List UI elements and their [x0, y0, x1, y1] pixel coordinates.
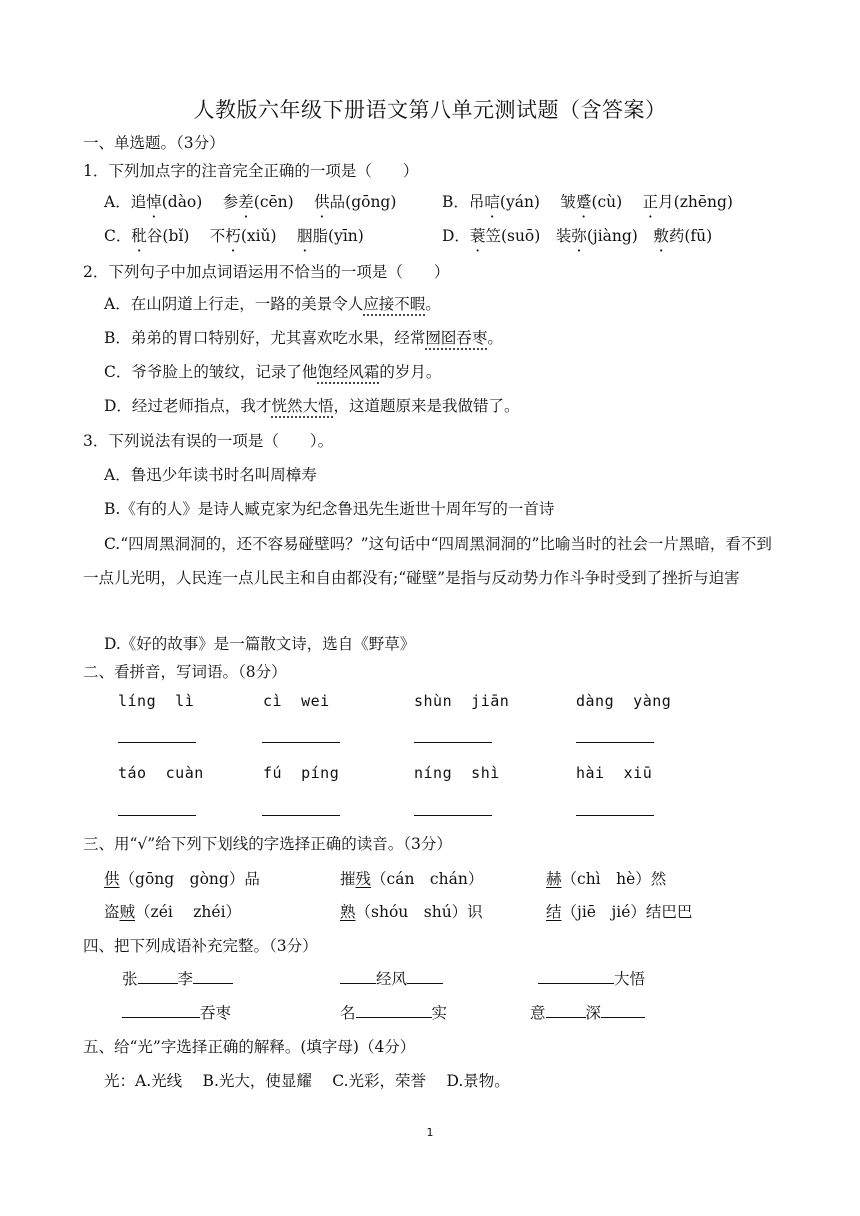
answer-blank[interactable]: [262, 742, 340, 743]
idiom-blank[interactable]: [407, 969, 443, 984]
idiom-blank[interactable]: [122, 1003, 200, 1018]
page-title: 人教版六年级下册语文第八单元测试题（含答案）: [193, 98, 667, 122]
reading-item-2: 摧残（cán chán）: [340, 870, 484, 888]
answer-blank[interactable]: [118, 815, 196, 816]
answer-blank[interactable]: [414, 815, 492, 816]
q1-stem: 1．下列加点字的注音完全正确的一项是（ ）: [83, 162, 419, 180]
pinyin-5: táo cuàn: [118, 764, 204, 782]
idiom-blank[interactable]: [193, 969, 233, 984]
idiom-5: 名 实: [340, 1004, 448, 1022]
q1-option-a: A．追悼(dào) 参差(cēn) 供品(gōng): [104, 193, 397, 211]
q1-option-b: B．吊唁(yán) 皱蹙(cù) 正月(zhēng): [442, 193, 733, 211]
reading-item-5: 熟（shóu shú）识: [340, 903, 483, 921]
section-4-heading: 四、把下列成语补充完整。（3分）: [83, 937, 318, 955]
q2-option-c: C．爷爷脸上的皱纹，记录了他饱经风霜的岁月。: [104, 363, 442, 381]
idiom-4: 吞枣: [122, 1002, 231, 1024]
answer-blank[interactable]: [576, 815, 654, 816]
idiom-blank[interactable]: [538, 969, 614, 984]
q3-stem: 3．下列说法有误的一项是（ ）。: [83, 432, 334, 450]
q3-option-c: C.“四周黑洞洞的，还不容易碰壁吗？”这句话中“四周黑洞洞的”比喻当时的社会一片黑暗，看不到一点儿光明，人民连一点儿民主和自由都没有;“碰壁”是指与反动势力作斗争时受到了挫折与迫害: [83, 535, 772, 587]
idiom-blank[interactable]: [340, 969, 376, 984]
idiom-2: 经风: [340, 968, 443, 990]
reading-item-1: 供（gōng gòng）品: [104, 870, 260, 888]
q2-option-d: D．经过老师指点，我才恍然大悟，这道题原来是我做错了。: [104, 397, 520, 415]
pinyin-7: níng shì: [414, 764, 500, 782]
idiom-blank[interactable]: [601, 1003, 645, 1018]
q3-option-a: A．鲁迅少年读书时名叫周樟寿: [104, 466, 317, 484]
q2-option-b: B．弟弟的胃口特别好，尤其喜欢吃水果，经常囫囵吞枣。: [104, 329, 503, 347]
q1-option-d: D．蓑笠(suō) 装弥(jiàng) 敷药(fū): [442, 227, 713, 245]
page-number: 1: [426, 1126, 434, 1139]
pinyin-1: líng lì: [118, 692, 195, 710]
q1-option-c: C．秕谷(bǐ) 不朽(xiǔ) 胭脂(yīn): [104, 227, 364, 245]
answer-blank[interactable]: [262, 815, 340, 816]
pinyin-2: cì wei: [263, 692, 330, 710]
answer-blank[interactable]: [414, 742, 492, 743]
reading-item-6: 结（jiē jié）结巴巴: [546, 903, 693, 921]
idiom-1: 张 李: [122, 968, 233, 990]
idiom-6: 意 深: [530, 1002, 645, 1024]
pinyin-6: fú píng: [263, 764, 340, 782]
section-1-heading: 一、单选题。（3分）: [83, 134, 225, 152]
pinyin-4: dàng yàng: [576, 692, 672, 710]
q2-option-a: A．在山阴道上行走，一路的美景令人应接不暇。: [104, 295, 441, 313]
answer-blank[interactable]: [118, 742, 196, 743]
guang-options: 光：A.光线 B.光大，使显耀 C.光彩，荣誉 D.景物。: [104, 1072, 510, 1090]
section-2-heading: 二、看拼音，写词语。（8分）: [83, 663, 287, 681]
reading-item-4: 盗贼（zéi zhéi）: [104, 903, 242, 921]
reading-item-3: 赫（chì hè）然: [546, 870, 667, 888]
q3-option-d: D.《好的故事》是一篇散文诗，选自《野草》: [104, 635, 416, 653]
idiom-blank[interactable]: [138, 969, 178, 984]
pinyin-8: hài xiū: [576, 764, 653, 782]
idiom-3: 大悟: [538, 968, 645, 990]
q2-stem: 2．下列句子中加点词语运用不恰当的一项是（ ）: [83, 263, 450, 281]
section-3-heading: 三、用“√”给下列下划线的字选择正确的读音。（3分）: [83, 835, 452, 853]
q3-option-b: B.《有的人》是诗人臧克家为纪念鲁迅先生逝世十周年写的一首诗: [104, 500, 555, 518]
idiom-blank[interactable]: [356, 1003, 432, 1018]
answer-blank[interactable]: [576, 742, 654, 743]
idiom-blank[interactable]: [546, 1003, 586, 1018]
section-5-heading: 五、给“光”字选择正确的解释。(填字母)（4分）: [83, 1038, 416, 1056]
pinyin-3: shùn jiān: [414, 692, 510, 710]
